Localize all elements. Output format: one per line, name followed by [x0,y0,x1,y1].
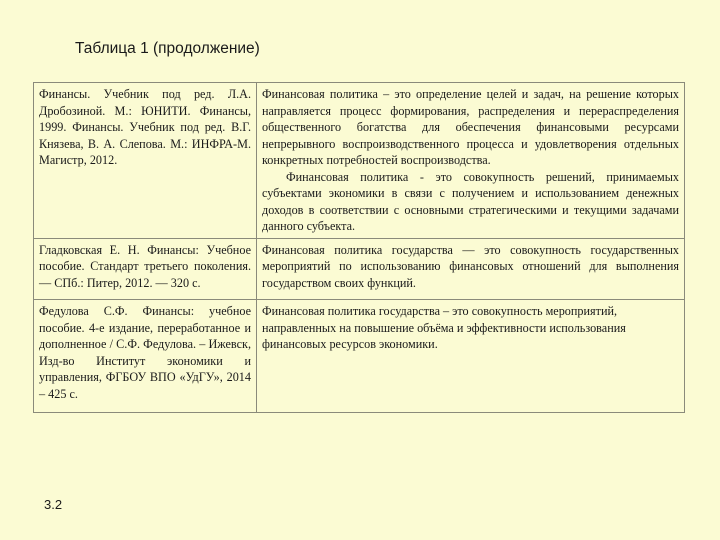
definition-text: Финансовая политика государства – это совокупность мероприятий, направленных на повышение объёма и эффективности использования финансовых ресурсов экономики. [262,304,626,351]
table-row [34,300,685,413]
source-cell [34,83,257,239]
definition-cell [257,238,685,300]
slide-number: 3.2 [44,497,63,512]
source-text: Финансы. Учебник под ред. Л.А. Дробозиной. М.: ЮНИТИ. Финансы, 1999. Финансы. Учебник под ред. В.Г. Князева, В. А. Слепова. М.: ИНФРА-М. Магистр, 2012. [39,87,251,167]
source-text: Гладковская Е. Н. Финансы: Учебное пособие. Стандарт третьего поколения. — СПб.: Питер, 2012. — 320 с. [39,242,251,290]
definition-text: Финансовая политика государства — это совокупность государственных мероприятий по использованию финансовых отношений для выполнения государством своих функций. [262,242,679,290]
definitions-table [33,82,685,413]
table-caption: Таблица 1 (продолжение) [75,40,260,57]
definition-cell [257,300,685,413]
definition-cell [257,83,685,239]
source-text: Федулова С.Ф. Финансы: учебное пособие. 4-е издание, переработанное и дополненное / С.Ф. Федулова. – Ижевск, Изд-во Институт экономики и управления, ФГБОУ ВПО «УдГУ», 2014 – 425 с. [39,304,251,401]
table-row [34,83,685,239]
source-cell [34,300,257,413]
table-row [34,238,685,300]
definition-text: Финансовая политика – это определение целей и задач, на решение которых направляется процесс формирования, распределения и перераспределения общественного богатства для обеспечения финансовыми ресурсами непрерывного воспроизводственного процесса и удовлетворения отдельных конкретных потребностей воспроизводства. [262,87,679,167]
definition-text: Финансовая политика - это совокупность решений, принимаемых субъектами экономики в связи с получением и использованием денежных доходов в соответствии с основными стратегическими и текущими задачами данного субъекта. [262,169,679,233]
source-cell [34,238,257,300]
